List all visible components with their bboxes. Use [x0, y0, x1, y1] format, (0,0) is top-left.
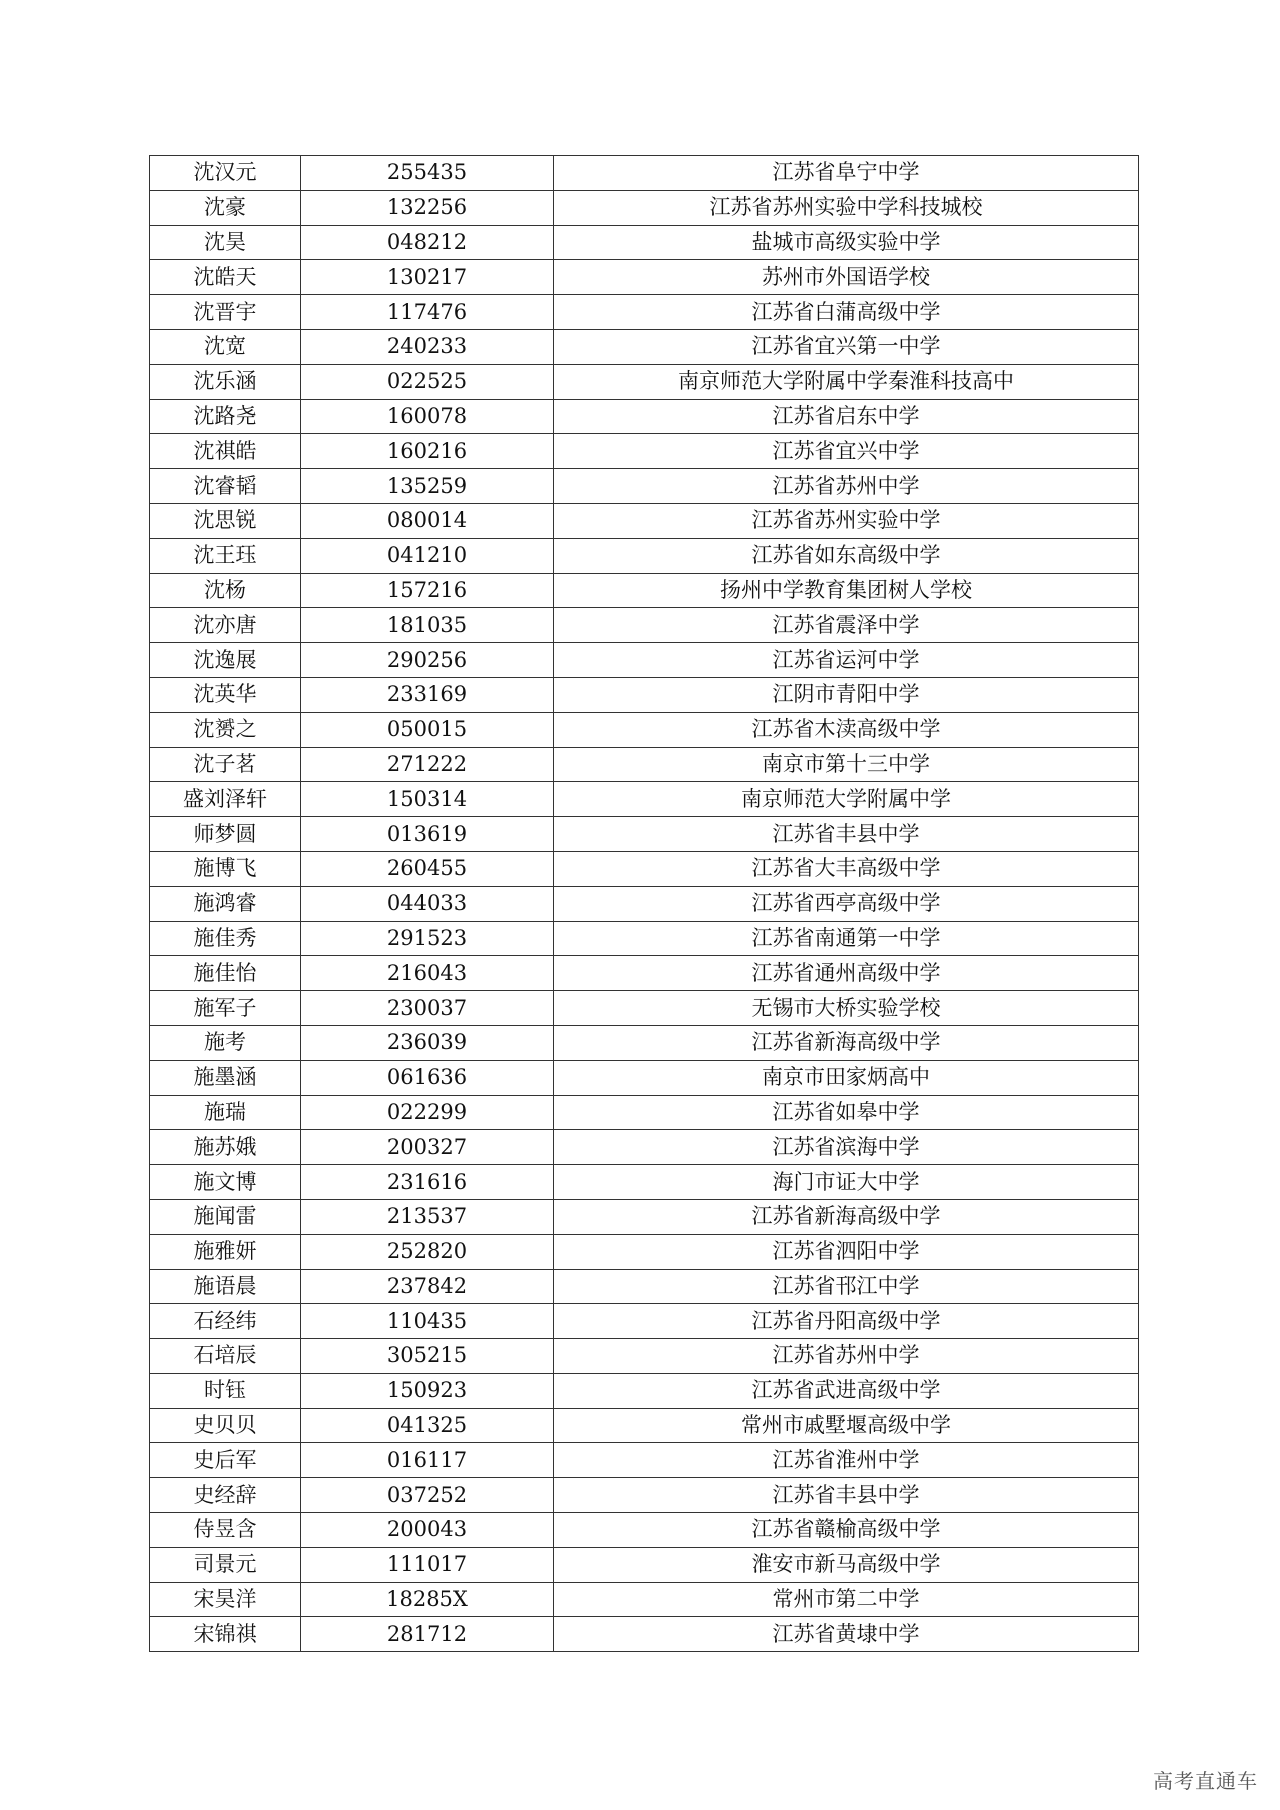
- student-id-cell: 236039: [301, 1025, 554, 1060]
- table-row: [150, 156, 1139, 191]
- student-name-cell: 沈思锐: [150, 503, 301, 538]
- table-row: [150, 1165, 1139, 1200]
- school-cell: 江苏省丰县中学: [554, 1478, 1139, 1513]
- school-cell: 江苏省武进高级中学: [554, 1373, 1139, 1408]
- table-row: [150, 817, 1139, 852]
- table-row: [150, 608, 1139, 643]
- student-id-cell: 271222: [301, 747, 554, 782]
- school-cell: 淮安市新马高级中学: [554, 1547, 1139, 1582]
- student-id-cell: 160216: [301, 434, 554, 469]
- student-id-cell: 255435: [301, 156, 554, 191]
- student-id-cell: 291523: [301, 921, 554, 956]
- student-id-cell: 044033: [301, 886, 554, 921]
- student-table: [149, 155, 1139, 1652]
- school-cell: 江苏省木渎高级中学: [554, 712, 1139, 747]
- school-cell: 江苏省如皋中学: [554, 1095, 1139, 1130]
- student-name-cell: 石经纬: [150, 1304, 301, 1339]
- school-cell: 南京师范大学附属中学秦淮科技高中: [554, 364, 1139, 399]
- student-id-cell: 132256: [301, 190, 554, 225]
- student-name-cell: 沈子茗: [150, 747, 301, 782]
- table-row: [150, 1025, 1139, 1060]
- table-row: [150, 643, 1139, 678]
- school-cell: 南京师范大学附属中学: [554, 782, 1139, 817]
- student-name-cell: 师梦圆: [150, 817, 301, 852]
- school-cell: 江苏省大丰高级中学: [554, 851, 1139, 886]
- student-id-cell: 18285X: [301, 1582, 554, 1617]
- table-row: [150, 1617, 1139, 1652]
- school-cell: 江苏省西亭高级中学: [554, 886, 1139, 921]
- student-name-cell: 施语晨: [150, 1269, 301, 1304]
- school-cell: 江苏省苏州实验中学: [554, 503, 1139, 538]
- table-row: [150, 399, 1139, 434]
- table-row: [150, 921, 1139, 956]
- student-id-cell: 305215: [301, 1339, 554, 1374]
- student-name-cell: 史经辞: [150, 1478, 301, 1513]
- student-name-cell: 施墨涵: [150, 1060, 301, 1095]
- school-cell: 江苏省苏州中学: [554, 1339, 1139, 1374]
- table-row: [150, 1513, 1139, 1548]
- school-cell: 江苏省邗江中学: [554, 1269, 1139, 1304]
- table-row: [150, 225, 1139, 260]
- watermark-text: 高考直通车: [1153, 1769, 1258, 1793]
- student-name-cell: 盛刘泽轩: [150, 782, 301, 817]
- table-row: [150, 1269, 1139, 1304]
- table-row: [150, 1060, 1139, 1095]
- student-id-cell: 050015: [301, 712, 554, 747]
- student-name-cell: 宋锦祺: [150, 1617, 301, 1652]
- student-id-cell: 135259: [301, 469, 554, 504]
- table-row: [150, 991, 1139, 1026]
- student-name-cell: 沈晋宇: [150, 295, 301, 330]
- student-id-cell: 022525: [301, 364, 554, 399]
- student-name-cell: 沈英华: [150, 677, 301, 712]
- student-name-cell: 沈杨: [150, 573, 301, 608]
- student-id-cell: 200327: [301, 1130, 554, 1165]
- table-row: [150, 1339, 1139, 1374]
- table-row: [150, 1199, 1139, 1234]
- school-cell: 江苏省新海高级中学: [554, 1025, 1139, 1060]
- table-row: [150, 260, 1139, 295]
- student-name-cell: 施佳秀: [150, 921, 301, 956]
- student-name-cell: 施闻雷: [150, 1199, 301, 1234]
- student-name-cell: 施瑞: [150, 1095, 301, 1130]
- student-name-cell: 施鸿睿: [150, 886, 301, 921]
- student-table-body: [150, 156, 1139, 1652]
- student-id-cell: 150923: [301, 1373, 554, 1408]
- student-id-cell: 230037: [301, 991, 554, 1026]
- student-name-cell: 沈祺皓: [150, 434, 301, 469]
- student-name-cell: 沈亦唐: [150, 608, 301, 643]
- student-name-cell: 沈宽: [150, 329, 301, 364]
- table-row: [150, 1130, 1139, 1165]
- school-cell: 南京市田家炳高中: [554, 1060, 1139, 1095]
- table-row: [150, 1373, 1139, 1408]
- table-row: [150, 1234, 1139, 1269]
- table-row: [150, 295, 1139, 330]
- student-id-cell: 111017: [301, 1547, 554, 1582]
- student-id-cell: 037252: [301, 1478, 554, 1513]
- student-name-cell: 沈乐涵: [150, 364, 301, 399]
- table-row: [150, 434, 1139, 469]
- table-row: [150, 1582, 1139, 1617]
- school-cell: 江苏省阜宁中学: [554, 156, 1139, 191]
- table-row: [150, 1304, 1139, 1339]
- school-cell: 南京市第十三中学: [554, 747, 1139, 782]
- student-id-cell: 157216: [301, 573, 554, 608]
- table-row: [150, 1095, 1139, 1130]
- school-cell: 江苏省滨海中学: [554, 1130, 1139, 1165]
- student-id-cell: 117476: [301, 295, 554, 330]
- student-name-cell: 宋昊洋: [150, 1582, 301, 1617]
- student-name-cell: 施佳怡: [150, 956, 301, 991]
- student-id-cell: 041210: [301, 538, 554, 573]
- student-id-cell: 041325: [301, 1408, 554, 1443]
- student-id-cell: 150314: [301, 782, 554, 817]
- student-id-cell: 200043: [301, 1513, 554, 1548]
- school-cell: 江苏省苏州中学: [554, 469, 1139, 504]
- student-name-cell: 史贝贝: [150, 1408, 301, 1443]
- table-row: [150, 573, 1139, 608]
- school-cell: 江苏省启东中学: [554, 399, 1139, 434]
- school-cell: 江苏省丹阳高级中学: [554, 1304, 1139, 1339]
- student-id-cell: 216043: [301, 956, 554, 991]
- student-name-cell: 施雅妍: [150, 1234, 301, 1269]
- table-row: [150, 677, 1139, 712]
- student-id-cell: 260455: [301, 851, 554, 886]
- student-name-cell: 沈睿韬: [150, 469, 301, 504]
- student-id-cell: 016117: [301, 1443, 554, 1478]
- table-row: [150, 1408, 1139, 1443]
- school-cell: 江阴市青阳中学: [554, 677, 1139, 712]
- school-cell: 江苏省运河中学: [554, 643, 1139, 678]
- student-id-cell: 181035: [301, 608, 554, 643]
- school-cell: 江苏省宜兴第一中学: [554, 329, 1139, 364]
- school-cell: 江苏省泗阳中学: [554, 1234, 1139, 1269]
- student-name-cell: 司景元: [150, 1547, 301, 1582]
- student-id-cell: 160078: [301, 399, 554, 434]
- student-name-cell: 沈昊: [150, 225, 301, 260]
- table-row: [150, 1443, 1139, 1478]
- student-name-cell: 沈豪: [150, 190, 301, 225]
- student-id-cell: 231616: [301, 1165, 554, 1200]
- table-row: [150, 851, 1139, 886]
- student-name-cell: 史后军: [150, 1443, 301, 1478]
- student-name-cell: 沈汉元: [150, 156, 301, 191]
- school-cell: 江苏省苏州实验中学科技城校: [554, 190, 1139, 225]
- student-id-cell: 130217: [301, 260, 554, 295]
- school-cell: 江苏省白蒲高级中学: [554, 295, 1139, 330]
- student-name-cell: 施考: [150, 1025, 301, 1060]
- student-name-cell: 沈赟之: [150, 712, 301, 747]
- student-name-cell: 沈路尧: [150, 399, 301, 434]
- school-cell: 江苏省震泽中学: [554, 608, 1139, 643]
- table-row: [150, 1478, 1139, 1513]
- student-id-cell: 022299: [301, 1095, 554, 1130]
- school-cell: 常州市第二中学: [554, 1582, 1139, 1617]
- school-cell: 江苏省黄埭中学: [554, 1617, 1139, 1652]
- student-id-cell: 281712: [301, 1617, 554, 1652]
- student-id-cell: 080014: [301, 503, 554, 538]
- school-cell: 江苏省赣榆高级中学: [554, 1513, 1139, 1548]
- student-id-cell: 252820: [301, 1234, 554, 1269]
- school-cell: 无锡市大桥实验学校: [554, 991, 1139, 1026]
- student-id-cell: 110435: [301, 1304, 554, 1339]
- table-row: [150, 538, 1139, 573]
- school-cell: 海门市证大中学: [554, 1165, 1139, 1200]
- student-name-cell: 石培辰: [150, 1339, 301, 1374]
- student-name-cell: 施文博: [150, 1165, 301, 1200]
- table-row: [150, 503, 1139, 538]
- school-cell: 江苏省南通第一中学: [554, 921, 1139, 956]
- student-name-cell: 施军子: [150, 991, 301, 1026]
- table-row: [150, 956, 1139, 991]
- school-cell: 常州市戚墅堰高级中学: [554, 1408, 1139, 1443]
- student-id-cell: 240233: [301, 329, 554, 364]
- table-row: [150, 712, 1139, 747]
- student-id-cell: 290256: [301, 643, 554, 678]
- student-name-cell: 沈王珏: [150, 538, 301, 573]
- student-name-cell: 侍昱含: [150, 1513, 301, 1548]
- student-name-cell: 施博飞: [150, 851, 301, 886]
- school-cell: 江苏省淮州中学: [554, 1443, 1139, 1478]
- school-cell: 江苏省丰县中学: [554, 817, 1139, 852]
- student-name-cell: 沈皓天: [150, 260, 301, 295]
- student-id-cell: 213537: [301, 1199, 554, 1234]
- table-row: [150, 1547, 1139, 1582]
- school-cell: 江苏省如东高级中学: [554, 538, 1139, 573]
- school-cell: 苏州市外国语学校: [554, 260, 1139, 295]
- student-name-cell: 施苏娥: [150, 1130, 301, 1165]
- table-row: [150, 469, 1139, 504]
- school-cell: 江苏省宜兴中学: [554, 434, 1139, 469]
- table-row: [150, 747, 1139, 782]
- student-id-cell: 048212: [301, 225, 554, 260]
- table-row: [150, 329, 1139, 364]
- student-id-cell: 233169: [301, 677, 554, 712]
- table-row: [150, 782, 1139, 817]
- student-id-cell: 013619: [301, 817, 554, 852]
- table-row: [150, 886, 1139, 921]
- table-row: [150, 190, 1139, 225]
- school-cell: 盐城市高级实验中学: [554, 225, 1139, 260]
- table-row: [150, 364, 1139, 399]
- school-cell: 江苏省新海高级中学: [554, 1199, 1139, 1234]
- student-id-cell: 237842: [301, 1269, 554, 1304]
- student-name-cell: 沈逸展: [150, 643, 301, 678]
- student-name-cell: 时钰: [150, 1373, 301, 1408]
- student-id-cell: 061636: [301, 1060, 554, 1095]
- school-cell: 江苏省通州高级中学: [554, 956, 1139, 991]
- school-cell: 扬州中学教育集团树人学校: [554, 573, 1139, 608]
